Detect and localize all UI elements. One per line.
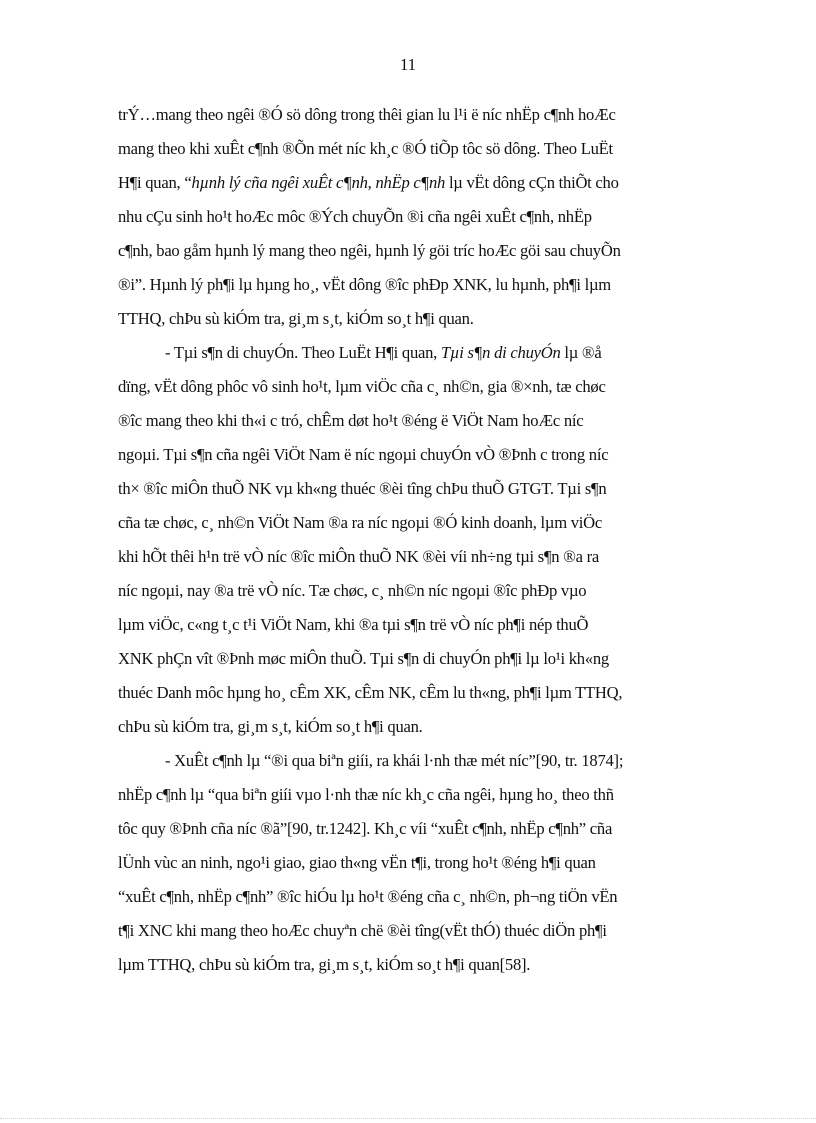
text-run: nhu cÇu sinh ho¹t hoÆc môc ®Ých chuyÕn ®i cña ngêi xuÊt c¶nh, nhËp [118,207,592,226]
text-run: mang theo khi xuÊt c¶nh ®Õn mét níc kh¸c ®Ó tiÕp tôc sö dông. Theo LuËt [118,139,613,158]
text-line [118,544,720,578]
text-run: chÞu sù kiÓm tra, gi¸m s¸t, kiÓm so¸t h¶i quan. [118,717,423,736]
text-run: - Tµi s¶n di chuyÓn. Theo LuËt H¶i quan, [165,343,441,362]
text-run: cña tæ chøc, c¸ nh©n ViÖt Nam ®a ra níc ngoµi ®Ó kinh doanh, lµm viÖc [118,513,603,532]
text-run: lµ vËt dông cÇn thiÕt cho [445,173,619,192]
text-line [118,850,720,884]
text-run: nhËp c¶nh lµ “qua biªn giíi vµo l·nh thæ níc kh¸c cña ngêi, hµng ho¸ theo thñ [118,785,614,804]
text-run: t¶i XNC khi mang theo hoÆc chuyªn chë ®èi tîng(vËt thÓ) thuéc diÖn ph¶i [118,921,607,940]
text-run: thuéc Danh môc hµng ho¸ cÊm XK, cÊm NK, cÊm lu th«ng, ph¶i lµm TTHQ, [118,683,623,702]
text-line [118,510,720,544]
page-number: 11 [399,55,417,74]
text-run: tôc quy ®Þnh cña níc ®ã”[90, tr.1242]. Kh¸c víi “xuÊt c¶nh, nhËp c¶nh” cña [118,819,613,838]
text-line [118,714,720,748]
text-line [118,612,720,646]
text-line [118,578,720,612]
text-line [118,374,720,408]
text-run: dïng, vËt dông phôc vô sinh ho¹t, lµm viÖc cña c¸ nh©n, gia ®×nh, tæ chøc [118,377,606,396]
text-line [118,170,720,204]
text-run: - XuÊt c¶nh lµ “®i qua biªn giíi, ra khái l·nh thæ mét níc”[90, tr. 1874]; [165,751,624,770]
text-line [118,442,720,476]
text-line [118,748,720,782]
text-run: níc ngoµi, nay ®a trë vÒ níc. Tæ chøc, c¸ nh©n níc ngoµi ®îc phÐp vµo [118,581,587,600]
text-line [118,102,720,136]
body-text [118,102,720,986]
text-run: lµm TTHQ, chÞu sù kiÓm tra, gi¸m s¸t, kiÓm so¸t h¶i quan[58]. [118,955,531,974]
text-line [118,306,720,340]
text-line [118,272,720,306]
text-line [118,816,720,850]
text-run: lÜnh vùc an ninh, ngo¹i giao, giao th«ng vËn t¶i, trong ho¹t ®éng h¶i quan [118,853,596,872]
text-line [118,408,720,442]
text-run: khi hÕt thêi h¹n trë vÒ níc ®îc miÔn thuÕ NK ®èi víi nh÷ng tµi s¶n ®a ra [118,547,599,566]
text-line [118,952,720,986]
page-bottom-rule [0,1118,816,1119]
italic-term: Tµi s¶n di chuyÓn [440,343,561,362]
text-line [118,476,720,510]
text-run: TTHQ, chÞu sù kiÓm tra, gi¸m s¸t, kiÓm so¸t h¶i quan. [118,309,474,328]
text-line [118,340,720,374]
text-line [118,238,720,272]
text-run: lµ ®å [560,343,602,362]
text-run: ®îc mang theo khi th«i c tró, chÊm døt ho¹t ®éng ë ViÖt Nam hoÆc níc [118,411,584,430]
text-run: XNK phÇn vît ®Þnh møc miÔn thuÕ. Tµi s¶n di chuyÓn ph¶i lµ lo¹i kh«ng [118,649,609,668]
text-run: H¶i quan, “ [118,173,192,192]
text-run: trÝ…mang theo ngêi ®Ó sö dông trong thêi gian lu l¹i ë níc nhËp c¶nh hoÆc [118,105,616,124]
text-line [118,204,720,238]
text-line [118,136,720,170]
text-run: ®i”. Hµnh lý ph¶i lµ hµng ho¸, vËt dông ®îc phÐp XNK, lu hµnh, ph¶i lµm [118,275,611,294]
italic-term: hµnh lý cña ngêi xuÊt c¶nh, nhËp c¶nh [191,173,446,192]
text-line [118,646,720,680]
text-line [118,680,720,714]
text-line [118,782,720,816]
text-run: “xuÊt c¶nh, nhËp c¶nh” ®îc hiÓu lµ ho¹t ®éng cña c¸ nh©n, ph¬ng tiÖn vËn [118,887,618,906]
text-run: ngoµi. Tµi s¶n cña ngêi ViÖt Nam ë níc ngoµi chuyÓn vÒ ®Þnh c trong níc [118,445,609,464]
text-run: lµm viÖc, c«ng t¸c t¹i ViÖt Nam, khi ®a tµi s¶n trë vÒ níc ph¶i nép thuÕ [118,615,589,634]
text-line [118,884,720,918]
text-run: c¶nh, bao gåm hµnh lý mang theo ngêi, hµnh lý göi tríc hoÆc göi sau chuyÕn [118,241,621,260]
text-run: th× ®îc miÔn thuÕ NK vµ kh«ng thuéc ®èi tîng chÞu thuÕ GTGT. Tµi s¶n [118,479,607,498]
text-line [118,918,720,952]
